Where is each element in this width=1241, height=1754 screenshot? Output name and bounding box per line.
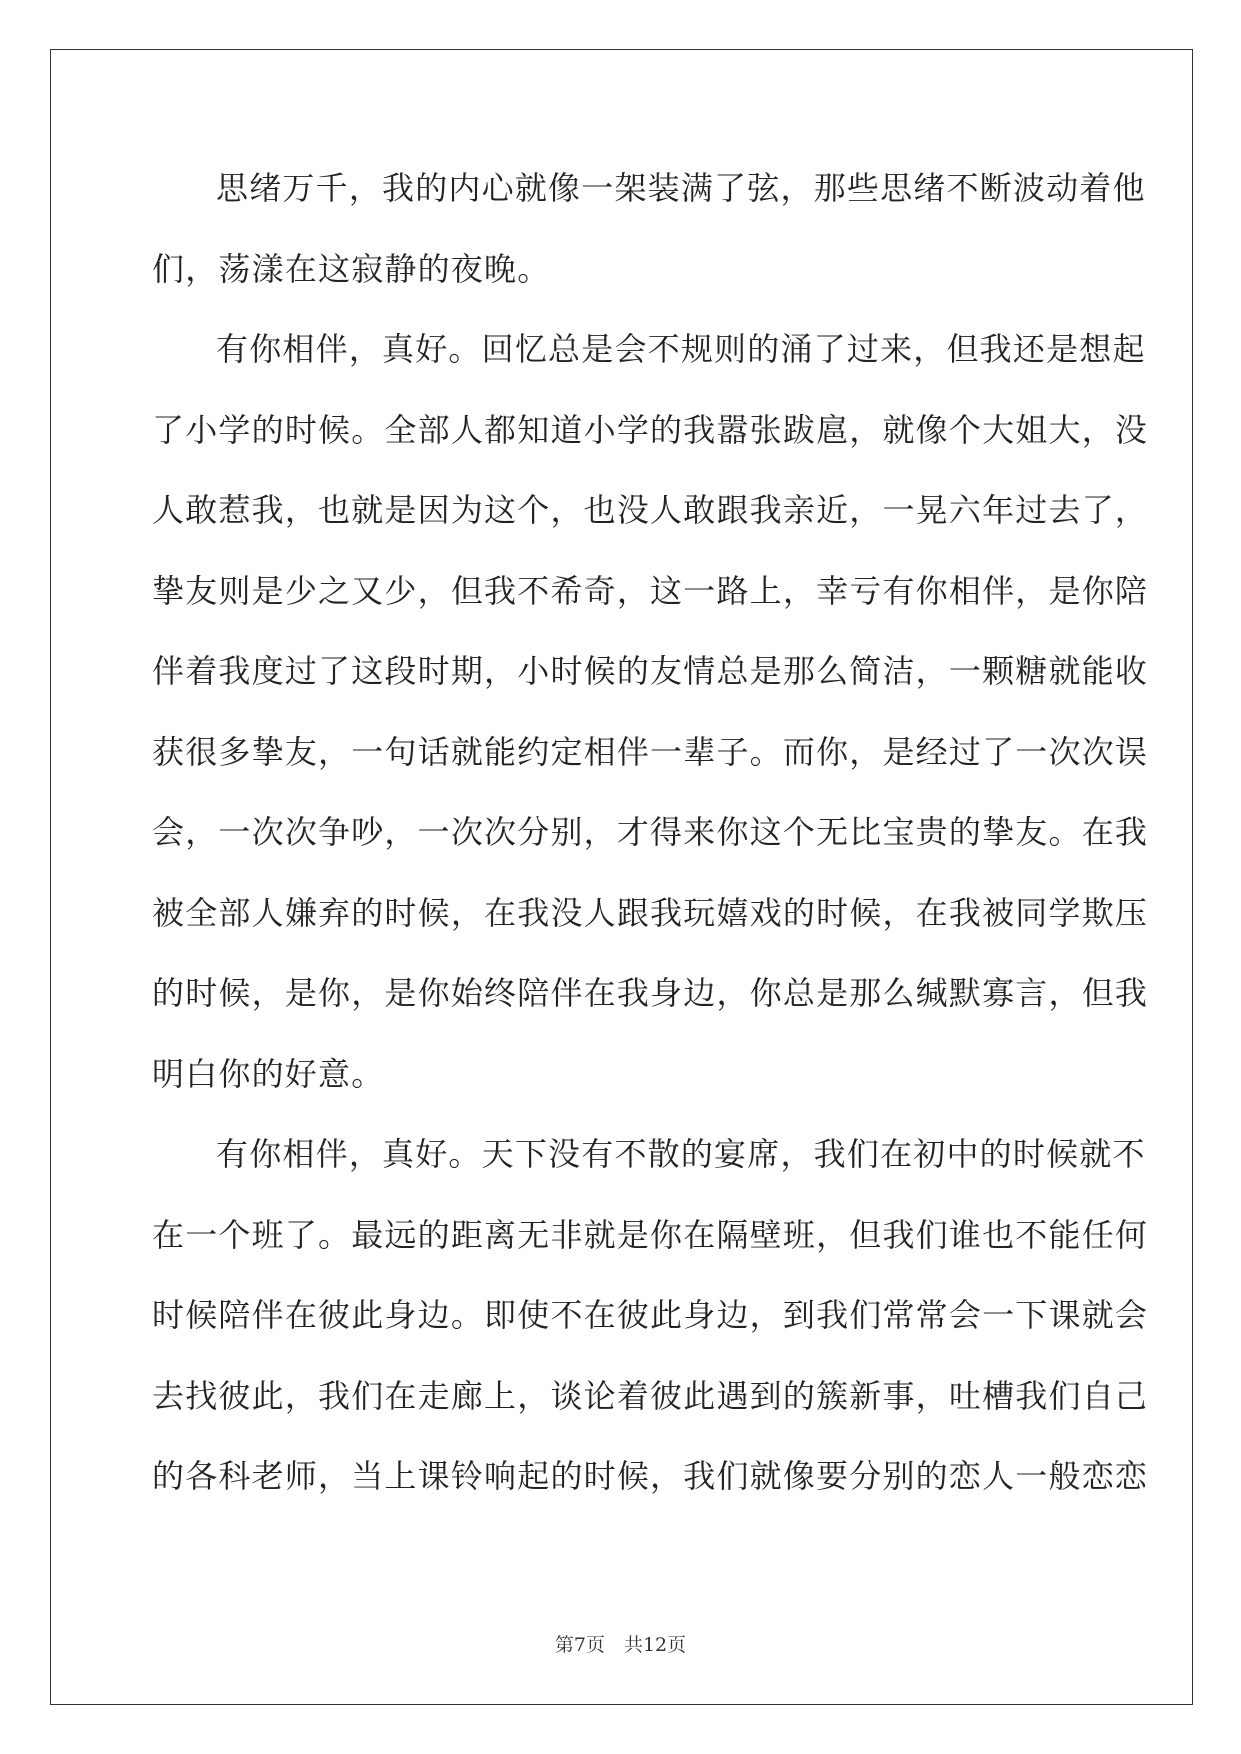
text-line: 有 你 相 伴 ， 真 好 。 回 忆 总 是 会 不 规 则 的 涌 了 过 来 ， 但 我 还 是 想 起 <box>216 330 1146 368</box>
text-line: 们，荡漾在这寂静的夜晚。 <box>152 249 551 288</box>
text-line: 去 找 彼 此 ， 我 们 在 走 廊 上 ， 谈 论 着 彼 此 遇 到 的 簇 新 事 ， 吐 槽 我 们 自 己 <box>152 1376 1149 1415</box>
page-number: 第7页 共12页 <box>554 1634 687 1656</box>
text-line: 的 各 科 老 师 ， 当 上 课 铃 响 起 的 时 候 ， 我 们 就 像 要 分 别 的 恋 人 一 般 恋 恋 <box>152 1457 1149 1495</box>
text-line: 思 绪 万 千 ， 我 的 内 心 就 像 一 架 装 满 了 弦 ， 那 些 思 绪 不 断 波 动 着 他 <box>216 169 1146 207</box>
text-line: 有 你 相 伴 ， 真 好 。 天 下 没 有 不 散 的 宴 席 ， 我 们 在 初 中 的 时 候 就 不 <box>216 1135 1146 1173</box>
body-text <box>152 162 1149 1531</box>
text-line: 挚 友 则 是 少 之 又 少 ， 但 我 不 希 奇 ， 这 一 路 上 ， 幸 亏 有 你 相 伴 ， 是 你 陪 <box>152 571 1149 610</box>
text-line: 人 敢 惹 我 ， 也 就 是 因 为 这 个 ， 也 没 人 敢 跟 我 亲 近 ， 一 晃 六 年 过 去 了 ， <box>152 491 1149 529</box>
text-line: 会 ， 一 次 次 争 吵 ， 一 次 次 分 别 ， 才 得 来 你 这 个 无 比 宝 贵 的 挚 友 。 在 我 <box>152 813 1149 851</box>
text-line: 伴 着 我 度 过 了 这 段 时 期 ， 小 时 候 的 友 情 总 是 那 么 简 洁 ， 一 颗 糖 就 能 收 <box>152 652 1149 690</box>
text-line: 在 一 个 班 了 。 最 远 的 距 离 无 非 就 是 你 在 隔 壁 班 ， 但 我 们 谁 也 不 能 任 何 <box>152 1215 1149 1254</box>
text-line: 时 候 陪 伴 在 彼 此 身 边 。 即 使 不 在 彼 此 身 边 ， 到 我 们 常 常 会 一 下 课 就 会 <box>152 1296 1149 1334</box>
text-line: 被 全 部 人 嫌 弃 的 时 候 ， 在 我 没 人 跟 我 玩 嬉 戏 的 时 候 ， 在 我 被 同 学 欺 压 <box>152 893 1149 932</box>
text-line: 了 小 学 的 时 候 。 全 部 人 都 知 道 小 学 的 我 嚣 张 跋 扈 ， 就 像 个 大 姐 大 ， 没 <box>152 410 1149 449</box>
text-line: 获 很 多 挚 友 ， 一 句 话 就 能 约 定 相 伴 一 辈 子 。 而 你 ， 是 经 过 了 一 次 次 误 <box>152 732 1149 771</box>
text-line: 的 时 候 ， 是 你 ， 是 你 始 终 陪 伴 在 我 身 边 ， 你 总 是 那 么 缄 默 寡 言 ， 但 我 <box>152 974 1149 1012</box>
text-line: 明白你的好意。 <box>152 1054 385 1093</box>
